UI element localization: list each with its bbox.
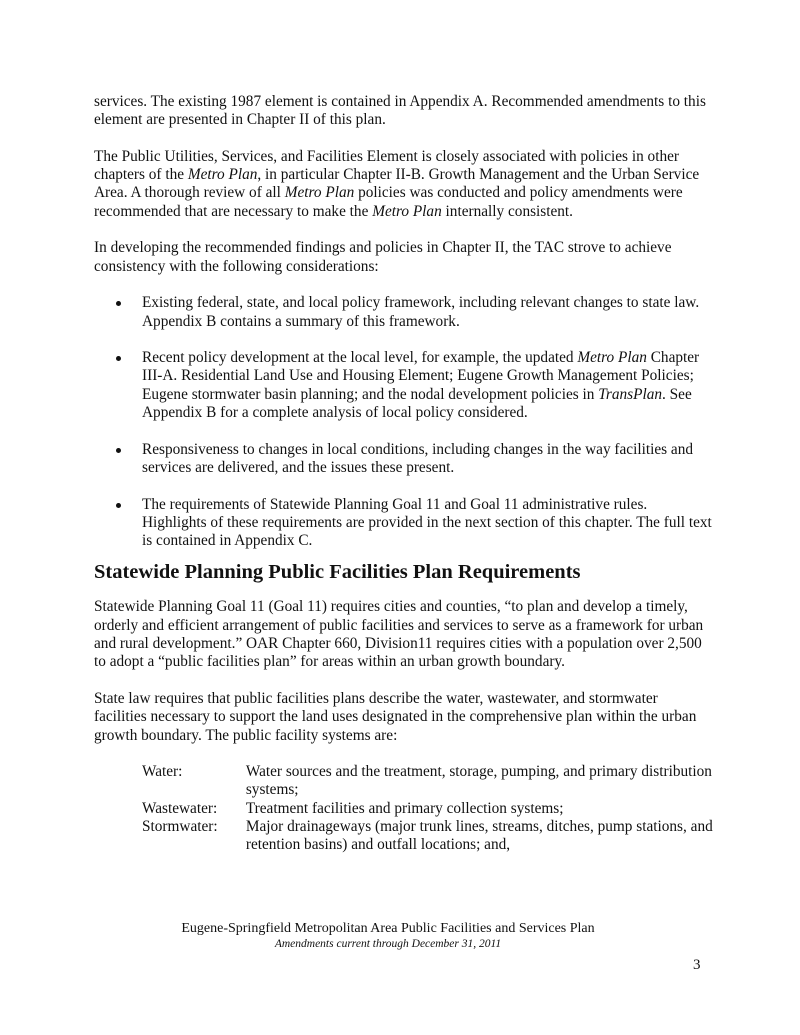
transplan-italic: TransPlan <box>598 385 663 403</box>
table-row <box>142 818 714 855</box>
system-term: Stormwater: <box>142 817 218 835</box>
bullet-icon <box>116 448 121 453</box>
system-term: Water: <box>142 763 183 781</box>
text-run: The Public Utilities, Services, and Facilities Element is closely associated with policies in other chapters of the <box>94 147 679 184</box>
metro-plan-italic: Metro Plan <box>577 349 647 367</box>
list-item-text: The requirements of Statewide Planning Goal 11 and Goal 11 administrative rules. Highlights of these requirements are provided in the next section of this chapter. The full text is contained in Appendix C. <box>142 495 712 550</box>
document-body <box>94 93 714 855</box>
paragraph-existing-element: services. The existing 1987 element is contained in Appendix A. Recommended amendments to this element are presented in Chapter II of this plan. <box>94 93 706 129</box>
metro-plan-italic: Metro Plan <box>372 202 442 220</box>
system-description: Major drainageways (major trunk lines, streams, ditches, pump stations, and retention basins) and outfall locations; and, <box>245 817 713 854</box>
metro-plan-italic: Metro Plan <box>187 166 258 184</box>
list-item-text: Responsiveness to changes in local conditions, including changes in the way facilities and services are delivered, and the issues these present. <box>142 440 693 476</box>
list-item-text: . See Appendix B for a complete analysis of local policy considered. <box>142 385 692 422</box>
metro-plan-italic: Metro Plan <box>284 184 355 202</box>
paragraph-public-utilities <box>94 148 714 221</box>
table-row <box>142 763 714 800</box>
bullet-icon <box>116 356 121 361</box>
page-number: 3 <box>693 957 701 973</box>
section-heading: Statewide Planning Public Facilities Plan Requirements <box>94 561 581 584</box>
text-run: policies was conducted and policy amendments were recommended that are necessary to make the <box>94 184 683 220</box>
bullet-icon <box>116 503 121 508</box>
list-item-text: Existing federal, state, and local policy framework, including relevant changes to state law. Appendix B contains a summary of this framework. <box>142 294 700 330</box>
bullet-icon <box>116 301 121 306</box>
list-item <box>94 441 714 478</box>
list-item-text: Chapter III-A. Residential Land Use and Housing Element; Eugene Growth Management Policies; Eugene stormwater basin planning; and the nodal development policies in <box>142 349 700 403</box>
page-footer <box>0 921 800 951</box>
text-run: , in particular Chapter II-B. Growth Management and the Urban Service Area. A thorough review of all <box>94 166 700 202</box>
system-term: Wastewater: <box>142 799 218 817</box>
footer-subtitle: Amendments current through December 31, 2011 <box>274 938 502 950</box>
list-item <box>94 349 714 422</box>
paragraph-state-law: State law requires that public facilities plans describe the water, wastewater, and stormwater facilities necessary to support the land uses designated in the comprehensive plan within the urban growth boundary. The public facility systems are: <box>94 689 697 744</box>
paragraph-considerations-intro: In developing the recommended findings and policies in Chapter II, the TAC strove to achieve consistency with the following considerations: <box>94 239 672 275</box>
system-description: Treatment facilities and primary collection systems; <box>245 799 564 817</box>
table-row <box>142 800 714 818</box>
system-description: Water sources and the treatment, storage, pumping, and primary distribution systems; <box>245 763 712 799</box>
paragraph-goal-11: Statewide Planning Goal 11 (Goal 11) requires cities and counties, “to plan and develop a timely, orderly and efficient arrangement of public facilities and services to serve as a framework for urban and rural development.” OAR Chapter 660, Division11 requires cities with a population over 2,500 to adopt a “public facilities plan” for areas within an urban growth boundary. <box>94 598 704 671</box>
list-item <box>94 294 714 331</box>
text-run: internally consistent. <box>441 202 574 220</box>
footer-title: Eugene-Springfield Metropolitan Area Public Facilities and Services Plan <box>181 921 595 936</box>
list-item <box>94 496 714 551</box>
public-facility-systems-table <box>142 763 714 854</box>
list-item-text: Recent policy development at the local level, for example, the updated <box>142 349 578 367</box>
considerations-list <box>94 294 714 550</box>
